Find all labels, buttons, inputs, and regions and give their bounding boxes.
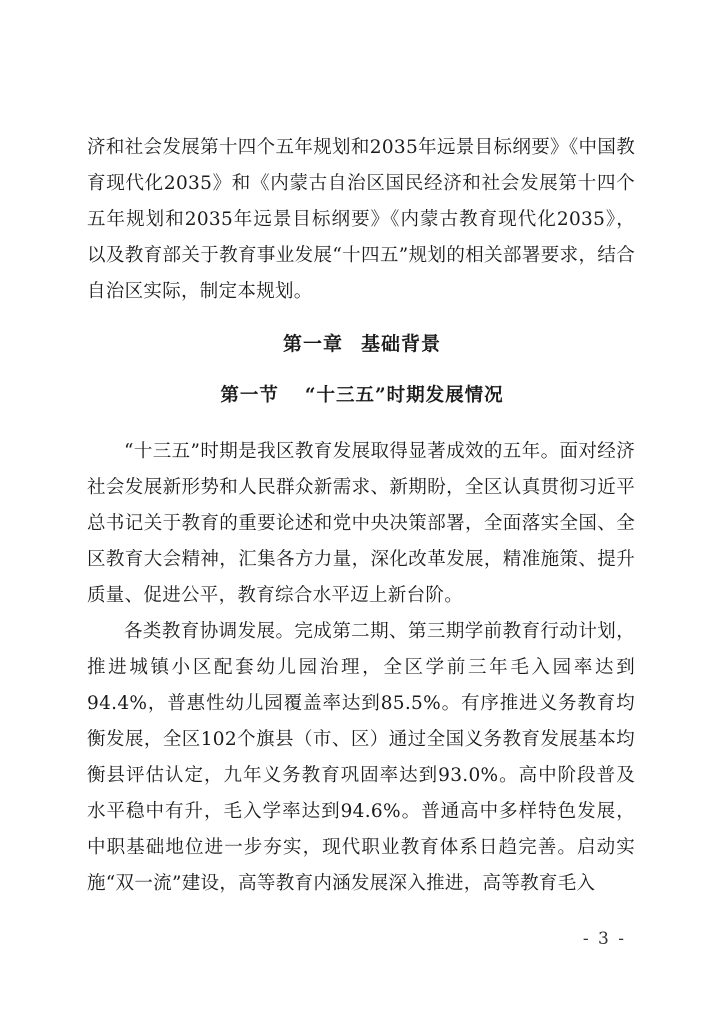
intro-paragraph: 济和社会发展第十四个五年规划和2035年远景目标纲要》《中国教育现代化2035》和《内蒙古自治区国民经济和社会发展第十四个五年规划和2035年远景目标纲要》《内蒙古教育现代化2035》，以及教育部关于教育事业发展“十四五”规划的相关部署要求，结合自治区实际，制定本规划。	[87, 137, 635, 302]
chapter-heading	[0, 329, 724, 359]
page-number: - 3 -	[582, 929, 626, 949]
body-paragraph-overview: “十三五”时期是我区教育发展取得显著成效的五年。面对经济社会发展新形势和人民群众新需求、新期盼，全区认真贯彻习近平总书记关于教育的重要论述和党中央决策部署，全面落实全国、全区教育大会精神，汇集各方力量，深化改革发展，精准施策、提升质量、促进公平，教育综合水平迈上新台阶。	[87, 441, 635, 606]
chapter-title: 基础背景	[361, 333, 442, 355]
body-paragraph-coordinated-development: 各类教育协调发展。完成第二期、第三期学前教育行动计划，推进城镇小区配套幼儿园治理，全区学前三年毛入园率达到94.4%，普惠性幼儿园覆盖率达到85.5%。有序推进义务教育均衡发展，全区102个旗县（市、区）通过全国义务教育发展基本均衡县评估认定，九年义务教育巩固率达到93.0%。高中阶段普及水平稳中有升，毛入学率达到94.6%。普通高中多样特色发展，中职基础地位进一步夯实，现代职业教育体系日趋完善。启动实施“双一流”建设，高等教育内涵发展深入推进，高等教育毛入	[87, 621, 635, 894]
section-title: “十三五”时期发展情况	[304, 385, 504, 406]
section-heading	[0, 381, 724, 411]
chapter-number: 第一章	[282, 333, 343, 355]
section-number: 第一节	[220, 385, 279, 406]
